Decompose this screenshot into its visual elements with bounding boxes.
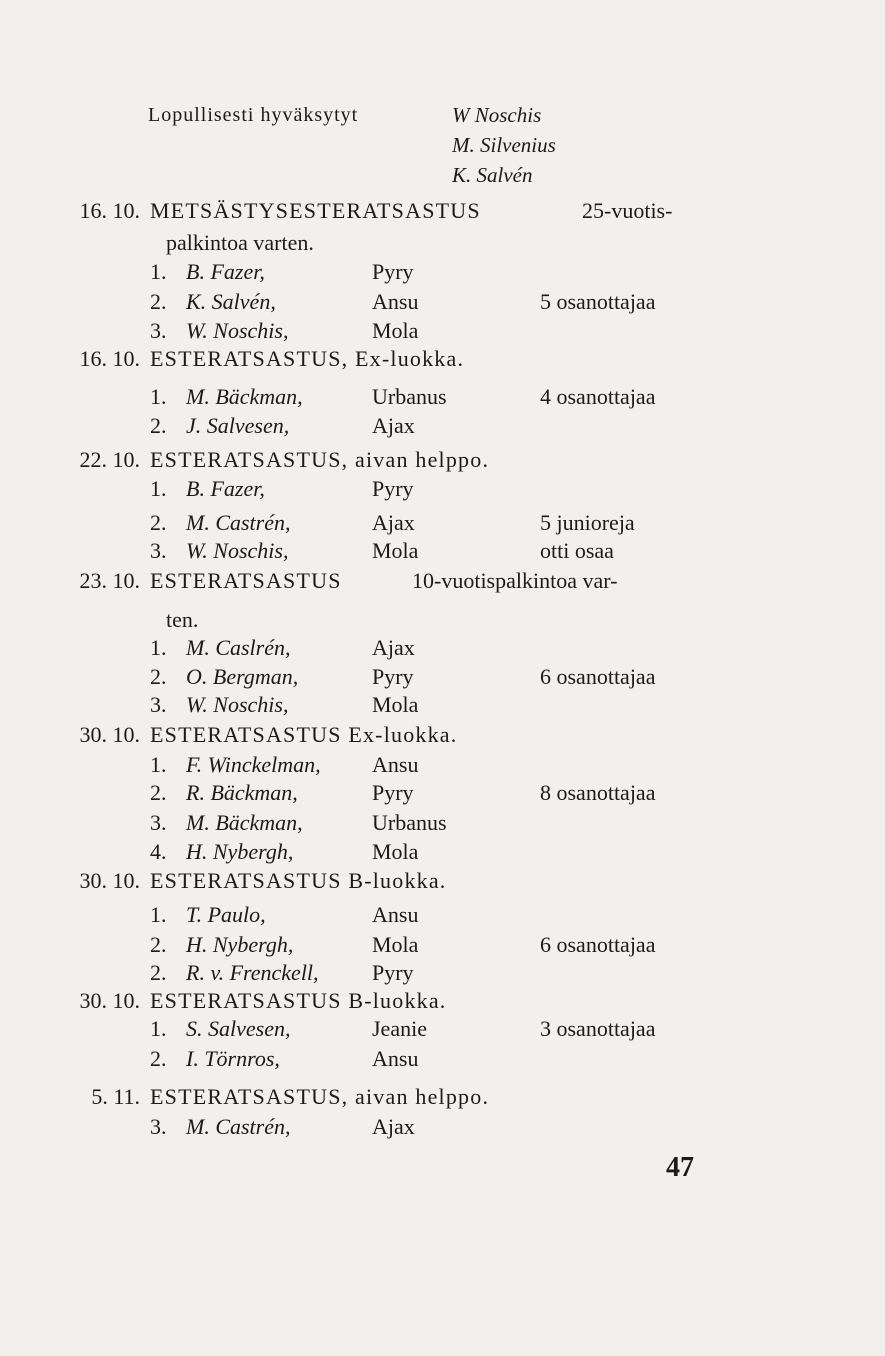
result-horse: Pyry: [372, 664, 414, 689]
result-place: 3.: [150, 810, 167, 835]
event-date: 30. 10.: [79, 722, 140, 747]
result-place: 1.: [150, 752, 167, 777]
result-participants-note: otti osaa: [540, 538, 614, 563]
result-place: 2.: [150, 932, 167, 957]
result-rider: J. Salvesen,: [186, 413, 290, 438]
result-rider: S. Salvesen,: [186, 1016, 291, 1041]
result-horse: Pyry: [372, 780, 414, 805]
result-rider: T. Paulo,: [186, 902, 266, 927]
result-rider: O. Bergman,: [186, 664, 299, 689]
event-title: ESTERATSASTUS, Ex-luokka.: [150, 346, 465, 371]
event-date: 22. 10.: [79, 447, 140, 472]
result-place: 2.: [150, 960, 167, 985]
result-place: 3.: [150, 318, 167, 343]
result-horse: Pyry: [372, 476, 414, 501]
event-title-continued: palkintoa varten.: [166, 230, 314, 255]
result-rider: B. Fazer,: [186, 259, 265, 284]
result-horse: Mola: [372, 839, 419, 864]
result-horse: Ansu: [372, 289, 419, 314]
result-horse: Ansu: [372, 752, 419, 777]
event-date: 23. 10.: [79, 568, 140, 593]
judge-name: W Noschis: [452, 103, 542, 127]
result-horse: Mola: [372, 538, 419, 563]
result-horse: Ajax: [372, 413, 415, 438]
result-place: 2.: [150, 664, 167, 689]
event-title: METSÄSTYSESTERATSASTUS: [150, 198, 481, 223]
event-title: ESTERATSASTUS, aivan helppo.: [150, 1084, 490, 1109]
result-participants-note: 5 junioreja: [540, 510, 635, 535]
event-title-suffix: 25-vuotis-: [582, 198, 673, 223]
result-place: 3.: [150, 692, 167, 717]
result-horse: Pyry: [372, 960, 414, 985]
result-horse: Mola: [372, 932, 419, 957]
result-participants-note: 6 osanottajaa: [540, 932, 656, 957]
result-horse: Mola: [372, 692, 419, 717]
result-rider: W. Noschis,: [186, 318, 289, 343]
result-place: 4.: [150, 839, 167, 864]
result-horse: Ajax: [372, 510, 415, 535]
result-rider: R. v. Frenckell,: [186, 960, 319, 985]
event-title: ESTERATSASTUS: [150, 568, 342, 593]
result-place: 2.: [150, 413, 167, 438]
event-title: ESTERATSASTUS, aivan helppo.: [150, 447, 490, 472]
result-rider: M. Bäckman,: [186, 810, 303, 835]
result-rider: M. Castrén,: [186, 1114, 291, 1139]
result-rider: M. Castrén,: [186, 510, 291, 535]
event-date: 5. 11.: [91, 1084, 140, 1109]
result-rider: F. Winckelman,: [186, 752, 321, 777]
event-date: 30. 10.: [79, 988, 140, 1013]
result-place: 3.: [150, 1114, 167, 1139]
result-horse: Urbanus: [372, 810, 447, 835]
result-horse: Ansu: [372, 1046, 419, 1071]
result-place: 1.: [150, 635, 167, 660]
result-horse: Ansu: [372, 902, 419, 927]
event-title: ESTERATSASTUS Ex-luokka.: [150, 722, 458, 747]
page-number: 47: [666, 1152, 694, 1183]
result-place: 1.: [150, 259, 167, 284]
event-date: 16. 10.: [79, 198, 140, 223]
judge-name: K. Salvén: [452, 163, 533, 187]
result-place: 1.: [150, 476, 167, 501]
result-rider: H. Nybergh,: [186, 839, 294, 864]
result-rider: K. Salvén,: [186, 289, 276, 314]
result-rider: W. Noschis,: [186, 538, 289, 563]
result-participants-note: 4 osanottajaa: [540, 384, 656, 409]
result-place: 2.: [150, 1046, 167, 1071]
result-rider: H. Nybergh,: [186, 932, 294, 957]
event-date: 16. 10.: [79, 346, 140, 371]
result-place: 2.: [150, 780, 167, 805]
result-participants-note: 3 osanottajaa: [540, 1016, 656, 1041]
event-title-suffix: 10-vuotispalkintoa var-: [412, 568, 618, 593]
result-place: 1.: [150, 902, 167, 927]
approval-label: Lopullisesti hyväksytyt: [148, 104, 359, 126]
result-rider: B. Fazer,: [186, 476, 265, 501]
event-date: 30. 10.: [79, 868, 140, 893]
result-place: 2.: [150, 289, 167, 314]
result-horse: Urbanus: [372, 384, 447, 409]
result-rider: M. Caslrén,: [186, 635, 291, 660]
result-horse: Ajax: [372, 635, 415, 660]
result-rider: M. Bäckman,: [186, 384, 303, 409]
result-horse: Jeanie: [372, 1016, 427, 1041]
event-title: ESTERATSASTUS B-luokka.: [150, 868, 447, 893]
result-place: 3.: [150, 538, 167, 563]
result-place: 2.: [150, 510, 167, 535]
event-title-continued: ten.: [166, 607, 199, 632]
result-horse: Ajax: [372, 1114, 415, 1139]
result-rider: W. Noschis,: [186, 692, 289, 717]
judge-name: M. Silvenius: [452, 133, 556, 157]
result-rider: R. Bäckman,: [186, 780, 298, 805]
result-participants-note: 5 osanottajaa: [540, 289, 656, 314]
result-place: 1.: [150, 1016, 167, 1041]
result-place: 1.: [150, 384, 167, 409]
result-rider: I. Törnros,: [186, 1046, 280, 1071]
result-horse: Pyry: [372, 259, 414, 284]
result-participants-note: 8 osanottajaa: [540, 780, 656, 805]
event-title: ESTERATSASTUS B-luokka.: [150, 988, 447, 1013]
result-horse: Mola: [372, 318, 419, 343]
result-participants-note: 6 osanottajaa: [540, 664, 656, 689]
